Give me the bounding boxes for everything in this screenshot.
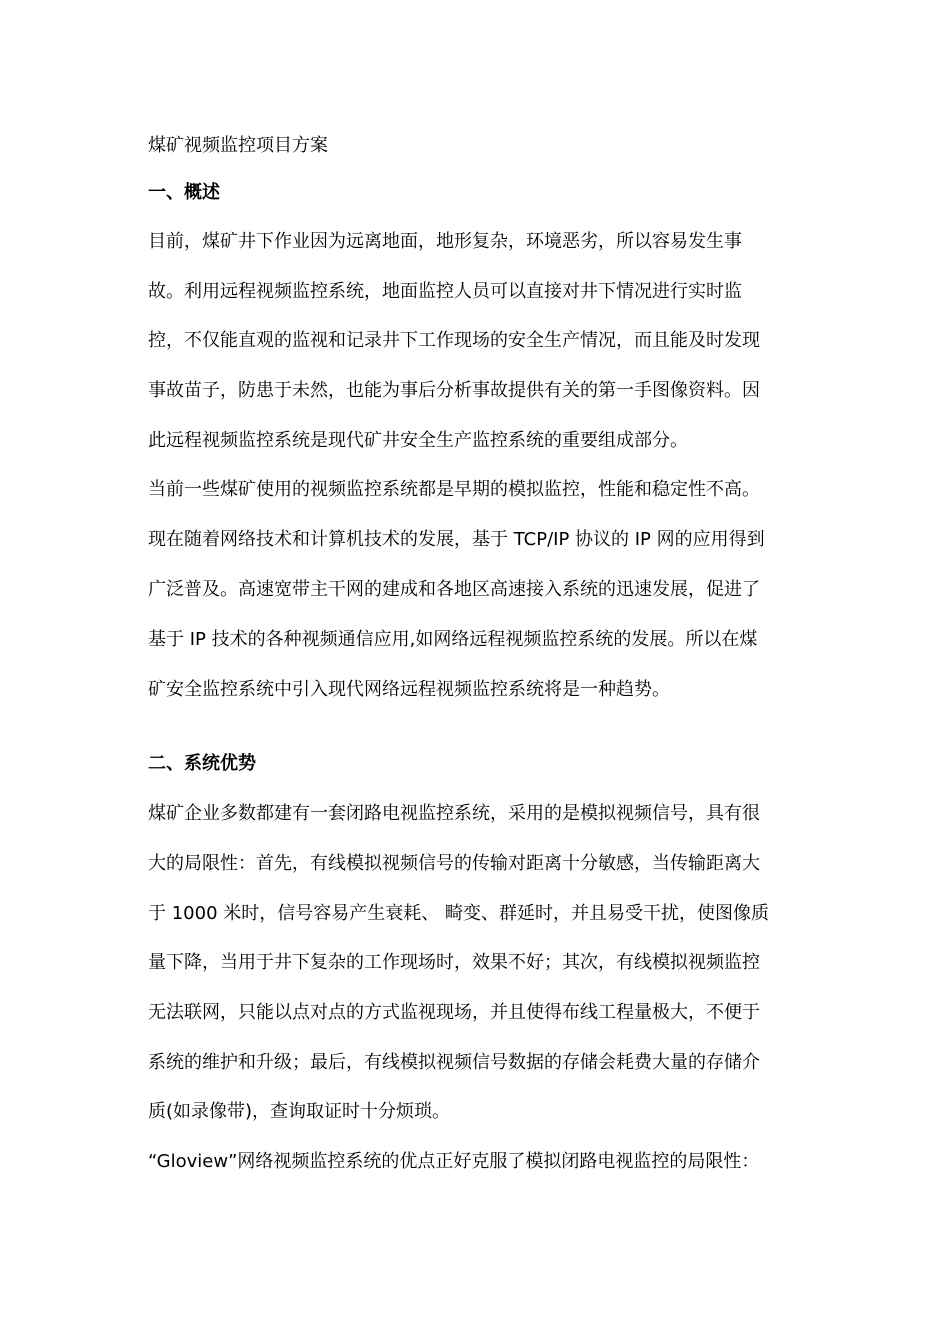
paragraph-line: 目前，煤矿井下作业因为远离地面，地形复杂，环境恶劣，所以容易发生事 — [148, 231, 742, 252]
paragraph-line: 质(如录像带)，查询取证时十分烦琐。 — [148, 1101, 451, 1122]
document-title: 煤矿视频监控项目方案 — [148, 135, 328, 156]
paragraph-line: 故。利用远程视频监控系统，地面监控人员可以直接对井下情况进行实时监 — [148, 281, 742, 302]
paragraph-line: 基于 IP 技术的各种视频通信应用,如网络远程视频监控系统的发展。所以在煤 — [148, 629, 758, 650]
paragraph-line: 量下降，当用于井下复杂的工作现场时，效果不好；其次，有线模拟视频监控 — [148, 952, 760, 973]
paragraph-line: 事故苗子，防患于未然，也能为事后分析事故提供有关的第一手图像资料。因 — [148, 380, 760, 401]
document-page — [148, 0, 808, 1344]
section-heading-overview: 一、概述 — [148, 182, 220, 203]
paragraph-line: 广泛普及。高速宽带主干网的建成和各地区高速接入系统的迅速发展，促进了 — [148, 579, 760, 600]
paragraph-line: 无法联网，只能以点对点的方式监视现场，并且使得布线工程量极大，不便于 — [148, 1002, 760, 1023]
paragraph-line: 当前一些煤矿使用的视频监控系统都是早期的模拟监控，性能和稳定性不高。 — [148, 479, 760, 500]
paragraph-line: 煤矿企业多数都建有一套闭路电视监控系统，采用的是模拟视频信号，具有很 — [148, 803, 760, 824]
section-heading-advantages: 二、系统优势 — [148, 753, 256, 774]
paragraph-line: 大的局限性：首先，有线模拟视频信号的传输对距离十分敏感，当传输距离大 — [148, 853, 760, 874]
paragraph-line: 控，不仅能直观的监视和记录井下工作现场的安全生产情况，而且能及时发现 — [148, 330, 760, 351]
paragraph-line: 现在随着网络技术和计算机技术的发展，基于 TCP/IP 协议的 IP 网的应用得到 — [148, 529, 765, 550]
paragraph-line: 矿安全监控系统中引入现代网络远程视频监控系统将是一种趋势。 — [148, 679, 670, 700]
paragraph-line: “Gloview”网络视频监控系统的优点正好克服了模拟闭路电视监控的局限性： — [148, 1151, 760, 1172]
paragraph-line: 此远程视频监控系统是现代矿井安全生产监控系统的重要组成部分。 — [148, 430, 688, 451]
paragraph-line: 于 1000 米时，信号容易产生衰耗、 畸变、群延时，并且易受干扰，使图像质 — [148, 903, 769, 924]
paragraph-line: 系统的维护和升级；最后，有线模拟视频信号数据的存储会耗费大量的存储介 — [148, 1052, 760, 1073]
